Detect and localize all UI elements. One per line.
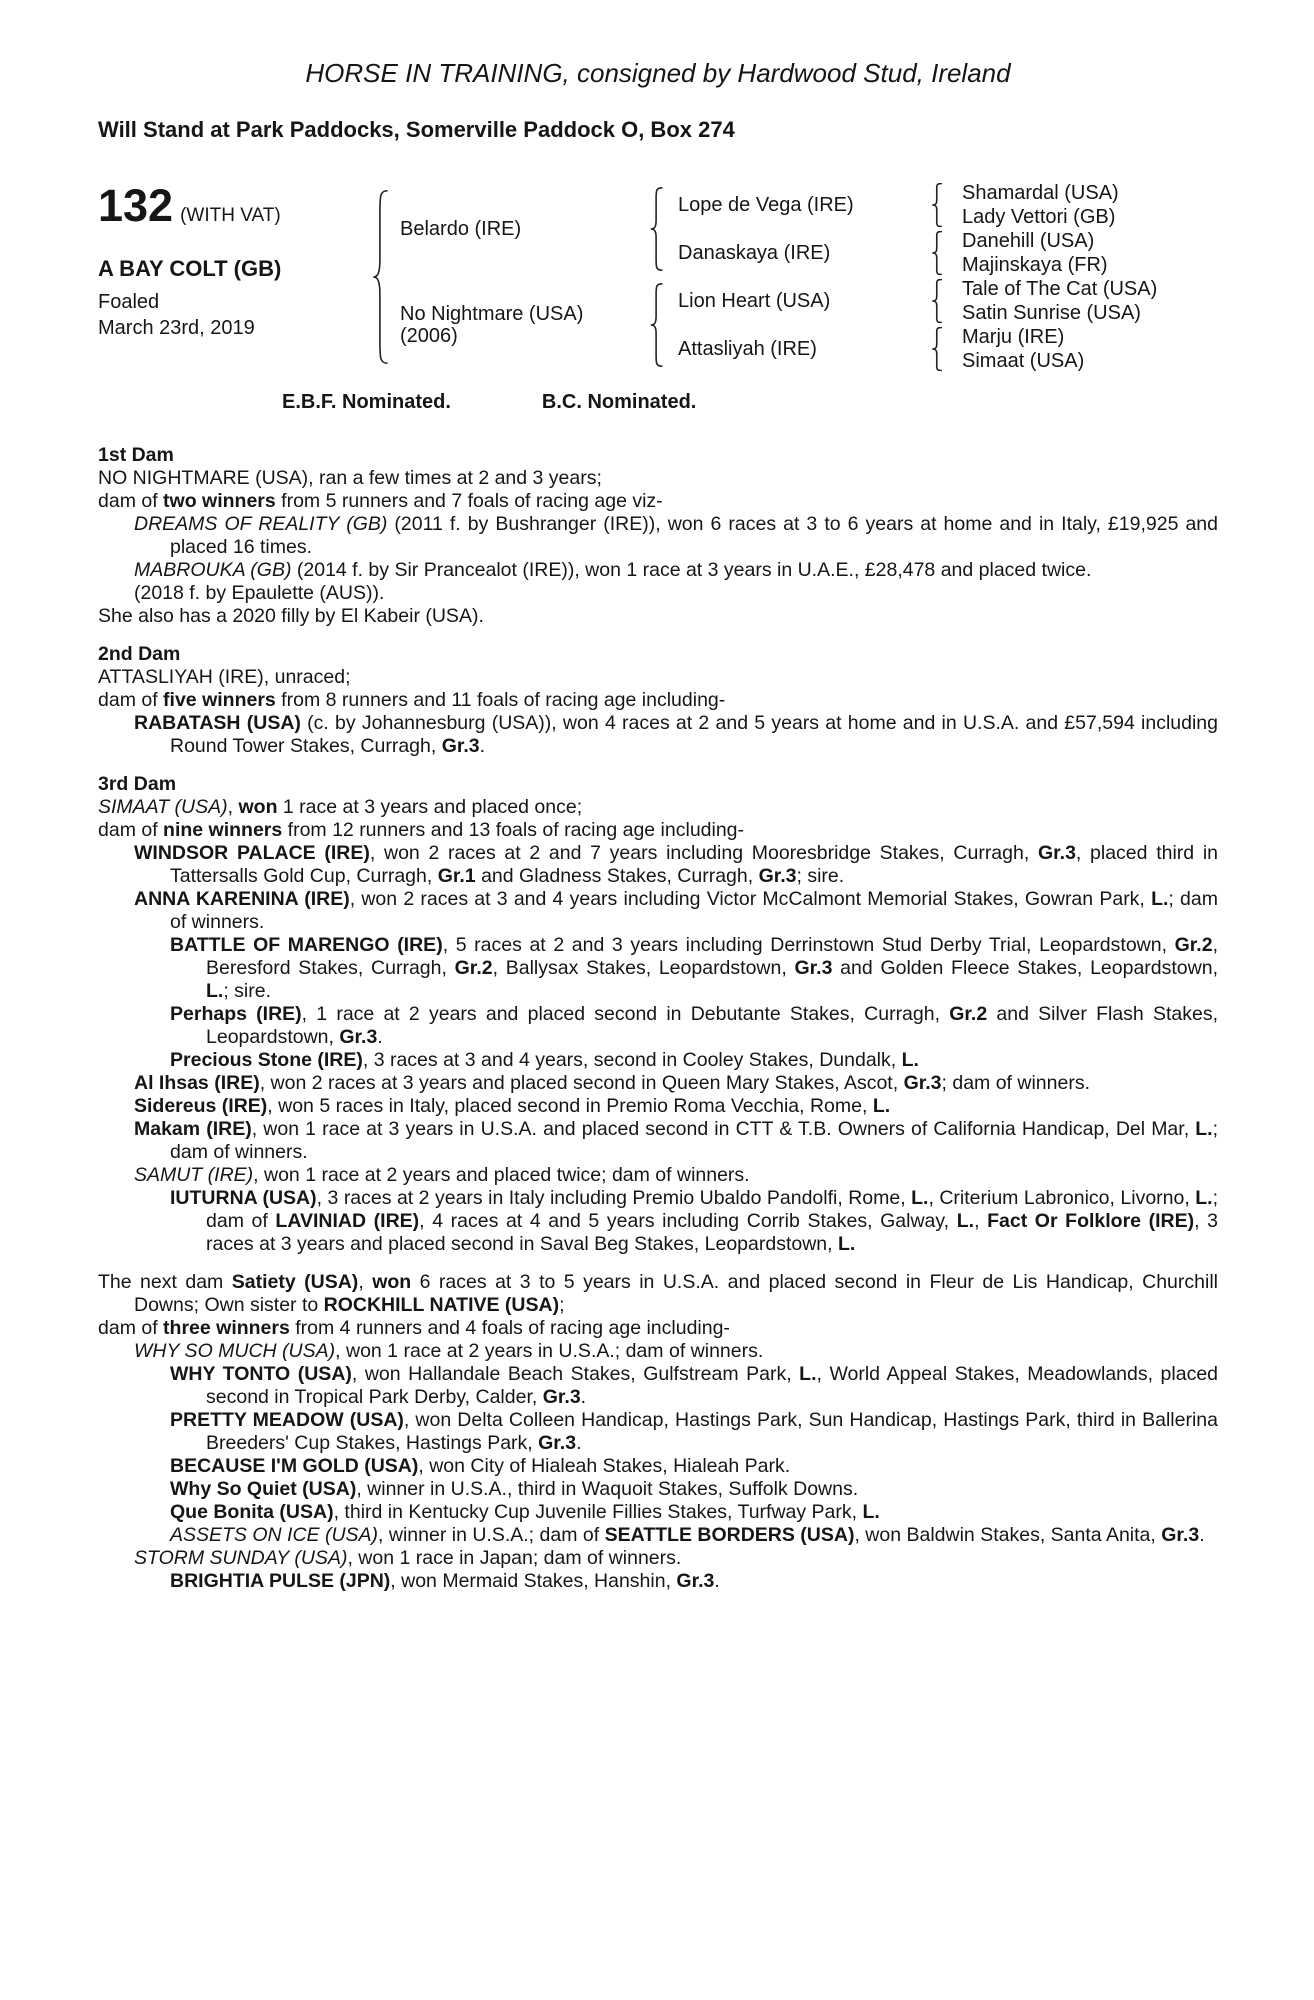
sire-sire-dam-name: Lady Vettori (GB)	[962, 206, 1116, 228]
bc-nominated-label: B.C. Nominated.	[541, 391, 697, 413]
pedigree-section	[98, 181, 1218, 373]
pedigree-paragraph: BRIGHTIA PULSE (JPN), won Mermaid Stakes, Hanshin, Gr.3.	[170, 1570, 720, 1592]
brace-icon	[930, 183, 945, 227]
colt-description: A BAY COLT (GB)	[98, 256, 282, 281]
brace-icon	[930, 231, 945, 275]
pedigree-paragraph: Que Bonita (USA), third in Kentucky Cup Juvenile Fillies Stakes, Turfway Park, L.	[170, 1501, 880, 1523]
pedigree-paragraph: The next dam Satiety (USA), won 6 races at 3 to 5 years in U.S.A. and placed second in Fleur de Lis Handicap, Churchill Downs; Own sister to ROCKHILL NATIVE (USA);	[98, 1271, 1218, 1316]
pedigree-paragraph: IUTURNA (USA), 3 races at 2 years in Italy including Premio Ubaldo Pandolfi, Rome, L., Criterium Labronico, Livorno, L.; dam of LAVINIAD (IRE), 4 races at 4 and 5 years including Corrib Stakes, Galway, L., Fact Or Folklore (IRE), 3 races at 3 years and placed second in Saval Beg Stakes, Leopardstown, L.	[170, 1187, 1218, 1255]
pedigree-outer-brace	[370, 181, 400, 373]
pedigree-paragraph: PRETTY MEADOW (USA), won Delta Colleen Handicap, Hastings Park, Sun Handicap, Hastings Park, third in Ballerina Breeders' Cup Stakes, Hastings Park, Gr.3.	[170, 1409, 1218, 1454]
pedigree-paragraph: DREAMS OF REALITY (GB) (2011 f. by Bushranger (IRE)), won 6 races at 3 to 6 years at home and in Italy, £19,925 and placed 16 times.	[134, 513, 1218, 558]
dam-dam-dam-name: Simaat (USA)	[962, 350, 1085, 372]
pedigree-paragraph: 2nd Dam	[98, 643, 181, 665]
dam-sire-dam-name: Satin Sunrise (USA)	[962, 302, 1141, 324]
pedigree-paragraph: (2018 f. by Epaulette (AUS)).	[134, 582, 385, 604]
pedigree-paragraph: BATTLE OF MARENGO (IRE), 5 races at 2 and 3 years including Derrinstown Stud Derby Trial, Leopardstown, Gr.2, Beresford Stakes, Curragh, Gr.2, Ballysax Stakes, Leopardstown, Gr.3 and Golden Fleece Stakes, Leopardstown, L.; sire.	[170, 934, 1218, 1002]
stand-location-line: Will Stand at Park Paddocks, Somerville Paddock O, Box 274	[98, 117, 735, 142]
pedigree-paragraph: SIMAAT (USA), won 1 race at 3 years and placed once;	[98, 796, 583, 818]
pedigree-paragraph: ANNA KARENINA (IRE), won 2 races at 3 and 4 years including Victor McCalmont Memorial Stakes, Gowran Park, L.; dam of winners.	[134, 888, 1218, 933]
foaled-label: Foaled	[98, 291, 160, 313]
dam-dam-name: Attasliyah (IRE)	[678, 338, 817, 360]
dam-dam-sire-name: Marju (IRE)	[962, 326, 1065, 348]
dam-name: No Nightmare (USA) (2006)	[400, 303, 584, 347]
dam-sire-name: Lion Heart (USA)	[678, 290, 831, 312]
ebf-nominated-label: E.B.F. Nominated.	[282, 391, 451, 413]
dam-sire-sire-name: Tale of The Cat (USA)	[962, 278, 1158, 300]
pedigree-paragraph: MABROUKA (GB) (2014 f. by Sir Prancealot (IRE)), won 1 race at 3 years in U.A.E., £28,478 and placed twice.	[134, 559, 1092, 581]
sire-dam-name: Danaskaya (IRE)	[678, 242, 831, 264]
pedigree-paragraph: 3rd Dam	[98, 773, 177, 795]
sire-dam-dam-name: Majinskaya (FR)	[962, 254, 1108, 276]
pedigree-paragraph: Why So Quiet (USA), winner in U.S.A., third in Waquoit Stakes, Suffolk Downs.	[170, 1478, 859, 1500]
brace-icon	[930, 327, 945, 371]
brace-icon	[370, 189, 392, 365]
pedigree-paragraph: WHY TONTO (USA), won Hallandale Beach Stakes, Gulfstream Park, L., World Appeal Stakes, Meadowlands, placed second in Tropical Park Derby, Calder, Gr.3.	[170, 1363, 1219, 1408]
pedigree-paragraph: SAMUT (IRE), won 1 race at 2 years and placed twice; dam of winners.	[134, 1164, 750, 1186]
brace-icon	[648, 187, 666, 271]
sire-name: Belardo (IRE)	[400, 218, 522, 240]
pedigree-paragraph: Perhaps (IRE), 1 race at 2 years and placed second in Debutante Stakes, Curragh, Gr.2 and Silver Flash Stakes, Leopardstown, Gr.3.	[170, 1003, 1218, 1048]
lot-number: 132	[98, 180, 174, 231]
brace-icon	[930, 279, 945, 323]
pedigree-paragraph: dam of nine winners from 12 runners and 13 foals of racing age including-	[98, 819, 745, 841]
pedigree-paragraph: NO NIGHTMARE (USA), ran a few times at 2 and 3 years;	[98, 467, 602, 489]
vat-note: (WITH VAT)	[180, 205, 281, 226]
brace-icon	[648, 283, 666, 367]
dam-brace	[648, 277, 678, 373]
sire-brace	[648, 181, 678, 277]
sire-sire-sire-name: Shamardal (USA)	[962, 182, 1119, 204]
pedigree-paragraph: WHY SO MUCH (USA), won 1 race at 2 years in U.S.A.; dam of winners.	[134, 1340, 764, 1362]
pedigree-paragraph: ASSETS ON ICE (USA), winner in U.S.A.; dam of SEATTLE BORDERS (USA), won Baldwin Stakes, Santa Anita, Gr.3.	[170, 1524, 1205, 1546]
pedigree-paragraph: dam of two winners from 5 runners and 7 foals of racing age viz-	[98, 490, 663, 512]
lot-number-line	[98, 180, 370, 231]
pedigree-paragraph: STORM SUNDAY (USA), won 1 race in Japan; dam of winners.	[134, 1547, 682, 1569]
sire-dam-sire-name: Danehill (USA)	[962, 230, 1095, 252]
pedigree-grid	[400, 181, 1208, 373]
pedigree-paragraph: She also has a 2020 filly by El Kabeir (USA).	[98, 605, 484, 627]
pedigree-paragraph: dam of three winners from 4 runners and 4 foals of racing age including-	[98, 1317, 730, 1339]
pedigree-paragraph: WINDSOR PALACE (IRE), won 2 races at 2 and 7 years including Mooresbridge Stakes, Curragh, Gr.3, placed third in Tattersalls Gold Cup, Curragh, Gr.1 and Gladness Stakes, Curragh, Gr.3; sire.	[134, 842, 1219, 887]
dam-sire-brace	[930, 277, 958, 325]
dam-dam-brace	[930, 325, 958, 373]
page-title: HORSE IN TRAINING, consigned by Hardwood Stud, Ireland	[305, 58, 1011, 88]
pedigree-paragraph: BECAUSE I'M GOLD (USA), won City of Hialeah Stakes, Hialeah Park.	[170, 1455, 791, 1477]
lot-block	[98, 181, 370, 340]
nominations-line	[98, 391, 1218, 414]
foaled-date: March 23rd, 2019	[98, 317, 255, 339]
pedigree-paragraph: Makam (IRE), won 1 race at 3 years in U.S.A. and placed second in CTT & T.B. Owners of California Handicap, Del Mar, L.; dam of winners.	[134, 1118, 1218, 1163]
pedigree-paragraph: Al Ihsas (IRE), won 2 races at 3 years and placed second in Queen Mary Stakes, Ascot, Gr.3; dam of winners.	[134, 1072, 1090, 1094]
pedigree-paragraph: dam of five winners from 8 runners and 11 foals of racing age including-	[98, 689, 726, 711]
sire-dam-brace	[930, 229, 958, 277]
sire-sire-name: Lope de Vega (IRE)	[678, 194, 854, 216]
pedigree-paragraph: Precious Stone (IRE), 3 races at 3 and 4 years, second in Cooley Stakes, Dundalk, L.	[170, 1049, 919, 1071]
pedigree-paragraph: Sidereus (IRE), won 5 races in Italy, placed second in Premio Roma Vecchia, Rome, L.	[134, 1095, 891, 1117]
pedigree-text	[98, 444, 1218, 1593]
pedigree-paragraph: ATTASLIYAH (IRE), unraced;	[98, 666, 351, 688]
pedigree-paragraph: 1st Dam	[98, 444, 174, 466]
pedigree-paragraph: RABATASH (USA) (c. by Johannesburg (USA)), won 4 races at 2 and 5 years at home and in U.S.A. and £57,594 including Round Tower Stakes, Curragh, Gr.3.	[134, 712, 1219, 757]
sire-sire-brace	[930, 181, 958, 229]
